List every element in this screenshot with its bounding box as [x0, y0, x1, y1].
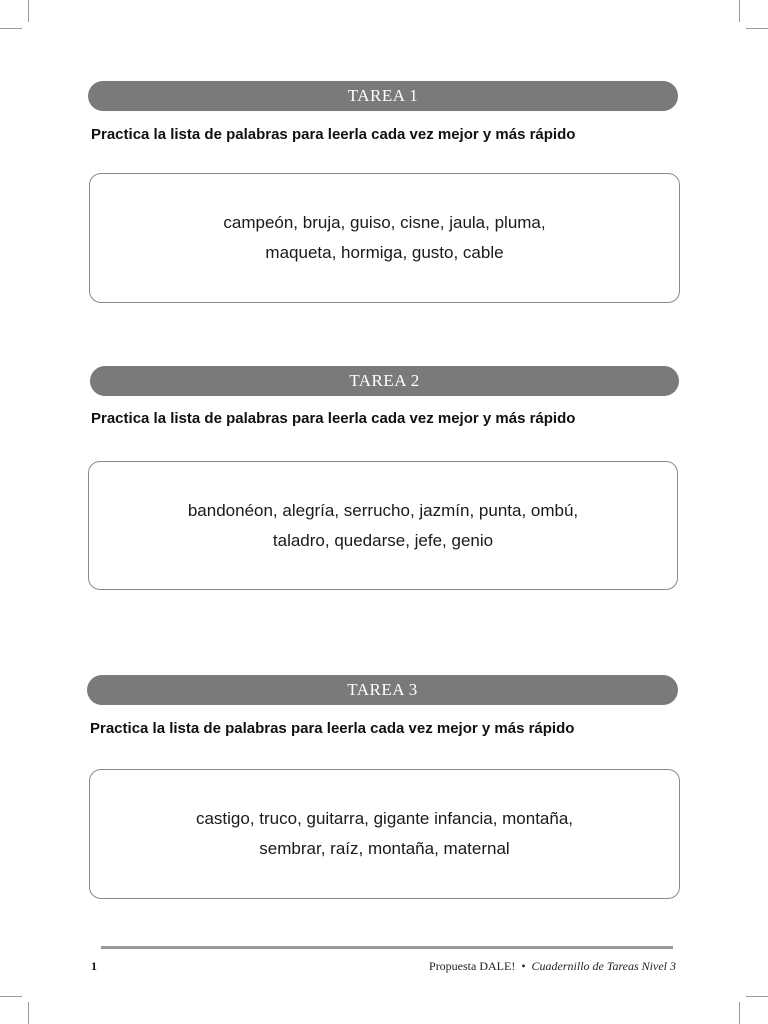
crop-mark — [28, 0, 29, 22]
footer-text — [429, 959, 676, 974]
task-3-word-line-1: castigo, truco, guitarra, gigante infancia, montaña, — [195, 809, 574, 828]
task-2-title: TAREA 2 — [349, 371, 420, 390]
task-3-header — [87, 675, 678, 705]
crop-mark — [28, 1002, 29, 1024]
crop-mark — [739, 0, 740, 22]
task-2-instruction: Practica la lista de palabras para leerla cada vez mejor y más rápido — [91, 410, 576, 427]
task-3-instruction: Practica la lista de palabras para leerla cada vez mejor y más rápido — [90, 720, 575, 737]
task-3-title: TAREA 3 — [347, 680, 418, 699]
task-1-instruction: Practica la lista de palabras para leerla cada vez mejor y más rápido — [91, 126, 576, 143]
footer-publisher: Propuesta DALE! — [429, 959, 516, 973]
task-1-word-line-2: maqueta, hormiga, gusto, cable — [265, 243, 504, 262]
task-1-header — [88, 81, 678, 111]
crop-mark — [739, 1002, 740, 1024]
crop-mark — [746, 996, 768, 997]
task-1-title: TAREA 1 — [347, 86, 419, 105]
task-3-word-box — [89, 769, 680, 899]
task-1-word-line-1: campeón, bruja, guiso, cisne, jaula, pluma, — [223, 213, 546, 232]
page-number: 1 — [91, 959, 97, 973]
task-2-header — [90, 366, 679, 396]
task-2-word-line-2: taladro, quedarse, jefe, genio — [272, 530, 494, 550]
task-3-word-line-2: sembrar, raíz, montaña, maternal — [259, 839, 510, 858]
footer-booklet-title: Cuadernillo de Tareas Nivel 3 — [531, 959, 676, 973]
crop-mark — [0, 996, 22, 997]
crop-mark — [746, 28, 768, 29]
task-2-word-line-1: bandonéon, alegría, serrucho, jazmín, punta, ombú, — [187, 500, 579, 520]
crop-mark — [0, 28, 22, 29]
footer-rule — [101, 946, 673, 949]
task-2-word-box — [88, 461, 678, 590]
footer-separator: • — [521, 959, 526, 973]
task-1-word-box — [89, 173, 680, 303]
